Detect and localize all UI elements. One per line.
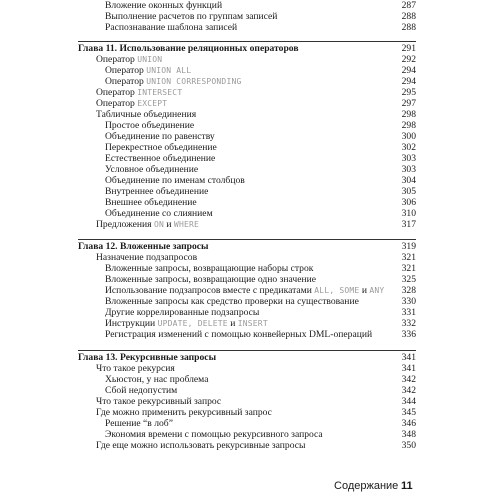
chapter-page: 319: [401, 241, 416, 252]
chapter-divider: [78, 41, 416, 42]
toc-entry-page: 345: [401, 407, 416, 418]
toc-entry-page: 303: [401, 164, 416, 175]
toc-entry-title: Объединение со слиянием: [105, 208, 213, 219]
toc-entry-title: Что такое рекурсивный запрос: [96, 396, 222, 407]
code-term: ALL, SOME: [314, 286, 360, 295]
chapter-page: 341: [401, 352, 416, 363]
code-term: INSERT: [237, 319, 268, 328]
running-footer-title: Содержание: [334, 480, 399, 492]
toc-entry-page: 342: [401, 374, 416, 385]
toc-entry-page: 288: [401, 11, 416, 22]
toc-entry-title: Другие коррелированные подзапросы: [105, 307, 260, 318]
chapter-divider: [78, 239, 416, 240]
toc-entry-title: Условное объединение: [105, 164, 199, 175]
toc-entry-page: 295: [401, 87, 416, 98]
toc-entry-title: Что такое рекурсия: [96, 363, 175, 374]
toc-entry-page: 321: [401, 263, 416, 274]
toc-entry-title: Назначение подзапросов: [96, 252, 198, 263]
toc-entry-page: 310: [401, 208, 416, 219]
toc-entry-title: Предложения ON и WHERE: [96, 219, 200, 230]
chapter-page: 291: [401, 43, 416, 54]
page-number: 11: [401, 480, 413, 492]
toc-entry-title: Оператор UNION CORRESPONDING: [105, 76, 242, 87]
code-term: UNION CORRESPONDING: [146, 77, 242, 86]
toc-entry-title: Экономия времени с помощью рекурсивного запроса: [105, 429, 323, 440]
toc-entry-title: Выполнение расчетов по группам записей: [105, 11, 278, 22]
toc-entry-title: Оператор EXCEPT: [96, 98, 168, 109]
toc-entry-title: Внешнее объединение: [105, 197, 197, 208]
toc-entry-title: Оператор UNION ALL: [105, 65, 192, 76]
toc-entry-title: Вложенные запросы, возвращающие одно значение: [105, 274, 317, 285]
toc-entry-page: 297: [401, 98, 416, 109]
toc-entry-page: 305: [401, 186, 416, 197]
toc-entry-page: 294: [401, 65, 416, 76]
toc-entry-page: 302: [401, 142, 416, 153]
toc-entry-page: 298: [401, 109, 416, 120]
code-term: ANY: [369, 286, 385, 295]
toc-entry-page: 341: [401, 363, 416, 374]
toc-entry-page: 328: [401, 285, 416, 296]
toc-entry-page: 303: [401, 153, 416, 164]
toc-entry-page: 330: [401, 296, 416, 307]
code-term: UPDATE, DELETE: [157, 319, 228, 328]
toc-entry-page: 304: [401, 175, 416, 186]
toc-entry-page: 342: [401, 385, 416, 396]
toc-entry-title: Естественное объединение: [105, 153, 216, 164]
code-term: ON: [153, 220, 164, 229]
toc-entry-title: Регистрация изменений с помощью конвейерных DML-операций: [105, 329, 373, 340]
toc-entry-title: Простое объединение: [105, 120, 195, 131]
toc-entry-title: Оператор UNION: [96, 54, 163, 65]
toc-entry-title: Использование подзапросов вместе с предикатами ALL, SOME и ANY: [105, 285, 385, 296]
toc-entry-page: 292: [401, 54, 416, 65]
toc-entry-title: Табличные объединения: [96, 109, 197, 120]
toc-entry-title: Оператор INTERSECT: [96, 87, 183, 98]
toc-entry-title: Решение “в лоб”: [105, 418, 173, 429]
toc-entry-page: 298: [401, 120, 416, 131]
toc-entry-title: Хьюстон, у нас проблема: [105, 374, 209, 385]
toc-entry-page: 317: [401, 219, 416, 230]
code-term: UNION ALL: [146, 66, 192, 75]
toc-entry-page: 288: [401, 22, 416, 33]
toc-entry-title: Где еще можно использовать рекурсивные запросы: [96, 440, 306, 451]
toc-entry-page: 348: [401, 429, 416, 440]
toc-entry-page: 294: [401, 76, 416, 87]
toc-entry-title: Перекрестное объединение: [105, 142, 217, 153]
toc-entry-page: 332: [401, 318, 416, 329]
toc-entry-page: 331: [401, 307, 416, 318]
toc-entry-title: Вложенные запросы, возвращающие наборы строк: [105, 263, 314, 274]
toc-entry-title: Вложение оконных функций: [105, 0, 223, 11]
toc-entry-page: 306: [401, 197, 416, 208]
toc-entry-title: Вложенные запросы как средство проверки на существование: [105, 296, 359, 307]
code-term: EXCEPT: [137, 99, 168, 108]
code-term: INTERSECT: [137, 88, 183, 97]
toc-entry-title: Объединение по равенству: [105, 131, 215, 142]
chapter-divider: [78, 350, 416, 351]
toc-entry-page: 336: [401, 329, 416, 340]
toc-entry-page: 325: [401, 274, 416, 285]
toc-entry-page: 321: [401, 252, 416, 263]
toc-entry-title: Где можно применить рекурсивный запрос: [96, 407, 272, 418]
toc-entry-page: 350: [401, 440, 416, 451]
toc-entry-title: Распознавание шаблона записей: [105, 22, 238, 33]
toc-entry-page: 287: [401, 0, 416, 11]
toc-entry-title: Внутреннее объединение: [105, 186, 209, 197]
toc-entry-page: 300: [401, 131, 416, 142]
toc-entry-page: 346: [401, 418, 416, 429]
chapter-title: Глава 13. Рекурсивные запросы: [78, 352, 217, 363]
code-term: WHERE: [173, 220, 200, 229]
code-term: UNION: [137, 55, 163, 64]
chapter-title: Глава 12. Вложенные запросы: [78, 241, 209, 252]
toc-entry-title: Инструкции UPDATE, DELETE и INSERT: [105, 318, 268, 329]
toc-entry-title: Сбой недопустим: [105, 385, 178, 396]
toc-entry-page: 344: [401, 396, 416, 407]
chapter-title: Глава 11. Использование реляционных операторов: [78, 43, 299, 54]
toc-entry-title: Объединение по именам столбцов: [105, 175, 245, 186]
